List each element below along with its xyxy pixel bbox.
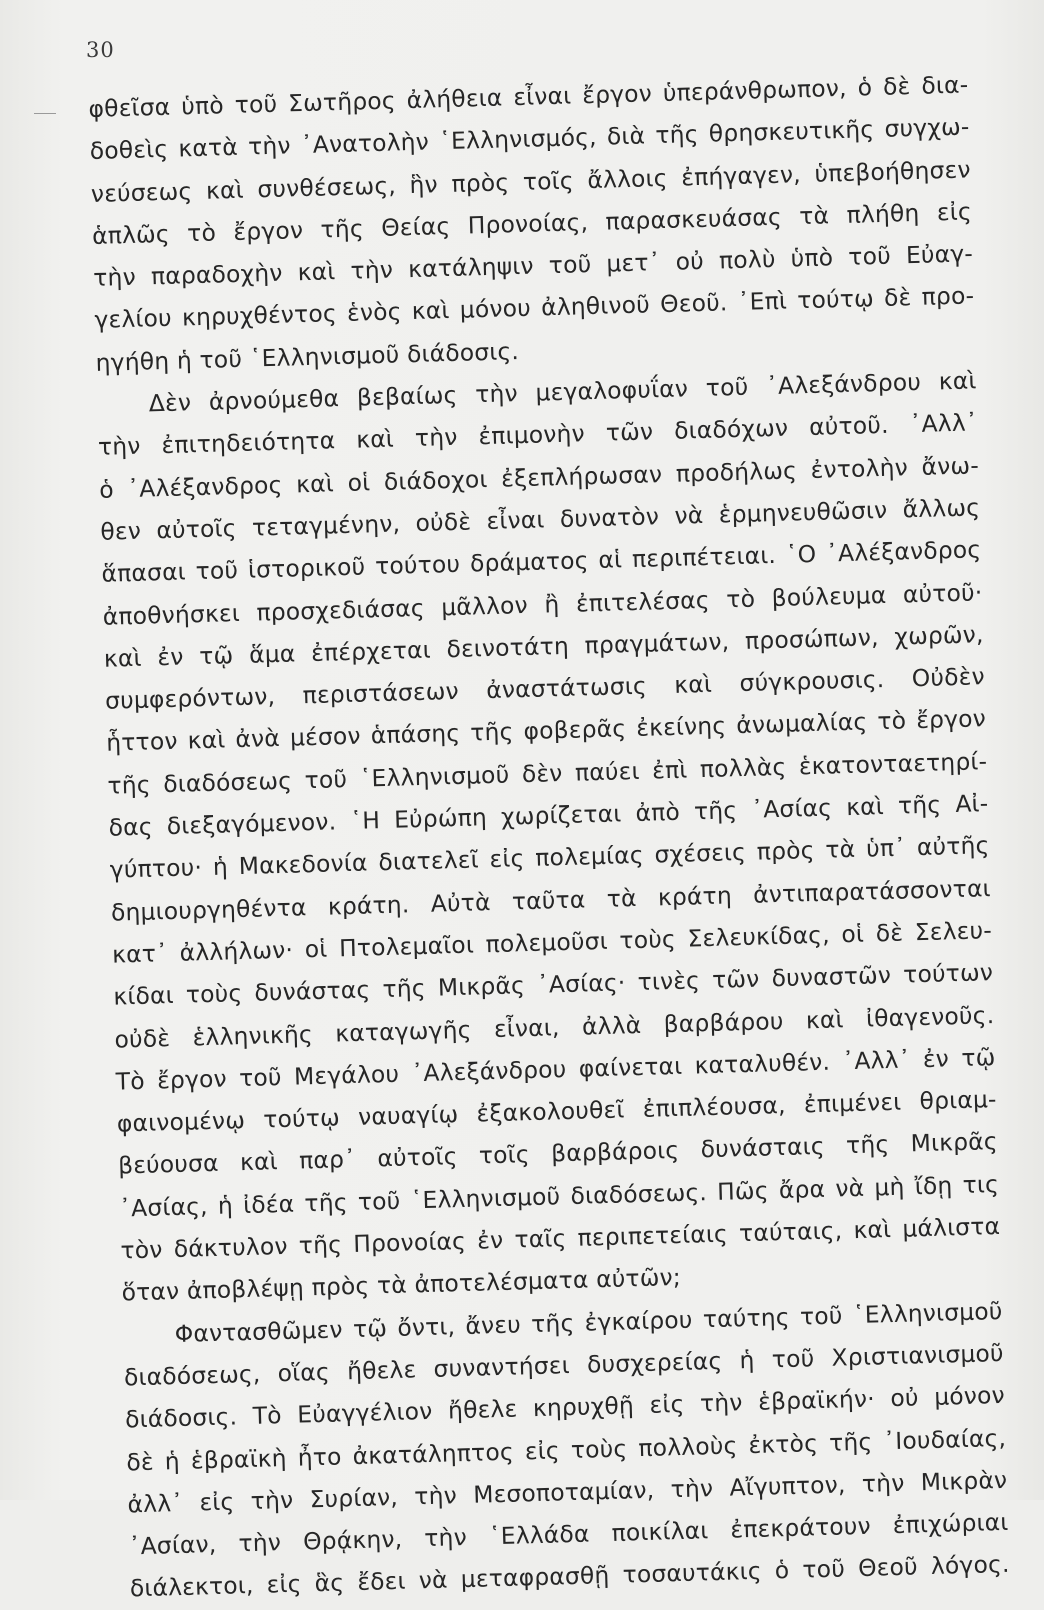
page-number: 30 [86, 38, 115, 62]
text-line: ᾿Ασίαν, τὴν Θρᾴκην, τὴν ῾Ελλάδα ποικίλαι ἐπεκράτουν ἐπιχώριαι [128, 1507, 1009, 1561]
text-line: δοθεὶς κατὰ τὴν ᾿Ανατολὴν ῾Ελληνισμός, διὰ τῆς θρησκευτικῆς συγχω- [89, 112, 970, 166]
text-line: γελίου κηρυχθέντος ἑνὸς καὶ μόνου ἀληθινοῦ Θεοῦ. ᾿Επὶ τούτῳ δὲ προ- [94, 281, 975, 335]
text-line: καὶ ἐν τῷ ἅμα ἐπέρχεται δεινοτάτη πραγμάτων, προσώπων, χωρῶν, [103, 620, 984, 673]
text-line: οὐδὲ ἑλληνικῆς καταγωγῆς εἶναι, ἀλλὰ βαρβάρου καὶ ἰθαγενοῦς. [114, 1000, 995, 1054]
text-line: Φαντασθῶμεν τῷ ὄντι, ἄνευ τῆς ἐγκαίρου ταύτης τοῦ ῾Ελληνισμοῦ [174, 1296, 1003, 1348]
text-line: φαινομένῳ τούτῳ ναυαγίῳ ἐξακολουθεῖ ἐπιπλέουσα, ἐπιμένει θριαμ- [116, 1085, 997, 1138]
text-line: διαδόσεως, οἵας ἤθελε συναντήσει δυσχερείας ἡ τοῦ Χριστιανισμοῦ [123, 1338, 1005, 1392]
text-line: τὴν ἐπιτηδειότητα καὶ τὴν ἐπιμονὴν τῶν διαδόχων αὐτοῦ. ᾿Αλλ᾿ [97, 408, 979, 462]
margin-mark [34, 113, 56, 114]
text-line: ἀλλ᾿ εἰς τὴν Συρίαν, τὴν Μεσοποταμίαν, τὴν Αἴγυπτον, τὴν Μικρὰν [127, 1465, 1008, 1519]
text-line: τῆς διαδόσεως τοῦ ῾Ελληνισμοῦ δὲν παύει ἐπὶ πολλὰς ἑκατονταετηρί- [107, 746, 988, 800]
text-line: δημιουργηθέντα κράτη. Αὐτὰ ταῦτα τὰ κράτη ἀντιπαρατάσσονται [110, 873, 992, 927]
text-line: διάδοσις. Τὸ Εὐαγγέλιον ἤθελε κηρυχθῇ εἰς τὴν ἑβραϊκήν· οὐ μόνον [124, 1381, 1006, 1434]
text-line: τὴν παραδοχὴν καὶ τὴν κατάληψιν τοῦ μετ᾿ οὐ πολὺ ὑπὸ τοῦ Εὐαγ- [92, 239, 974, 293]
text-line: ἧττον καὶ ἀνὰ μέσον ἁπάσης τῆς φοβερᾶς ἐκείνης ἀνωμαλίας τὸ ἔργον [105, 704, 987, 758]
text-line: τὸν δάκτυλον τῆς Προνοίας ἐν ταῖς περιπετείαις ταύταις, καὶ μάλιστα [120, 1211, 1001, 1265]
text-line: νεύσεως καὶ συνθέσεως, ἣν πρὸς τοῖς ἄλλοις ἐπήγαγεν, ὑπεβοήθησεν [90, 154, 971, 208]
text-line: Δὲν ἀρνούμεθα βεβαίως τὴν μεγαλοφυΐαν τοῦ ᾿Αλεξάνδρου καὶ [148, 366, 977, 418]
text-line: ὁ ᾿Αλέξανδρος καὶ οἱ διάδοχοι ἐξεπλήρωσαν προδήλως ἐντολὴν ἄνω- [98, 450, 980, 504]
text-line: ὅταν ἀποβλέψῃ πρὸς τὰ ἀποτελέσματα αὐτῶν; [121, 1263, 682, 1307]
text-line: ᾿Ασίας, ἡ ἰδέα τῆς τοῦ ῾Ελληνισμοῦ διαδόσεως. Πῶς ἄρα νὰ μὴ ἴδῃ τις [118, 1169, 1000, 1223]
text-line: βεύουσα καὶ παρ᾿ αὐτοῖς τοῖς βαρβάροις δυνάσταις τῆς Μικρᾶς [117, 1127, 999, 1180]
body-text [88, 63, 1010, 1610]
text-line: κίδαι τοὺς δυνάστας τῆς Μικρᾶς ᾿Ασίας· τινὲς τῶν δυναστῶν τούτων [112, 958, 994, 1011]
text-line: κατ᾿ ἀλλήλων· οἱ Πτολεμαῖοι πολεμοῦσι τοὺς Σελευκίδας, οἱ δὲ Σελευ- [111, 916, 993, 969]
text-line: δας διεξαγόμενον. ῾Η Εὐρώπη χωρίζεται ἀπὸ τῆς ᾿Ασίας καὶ τῆς Αἰ- [108, 789, 989, 842]
text-line: δὲ ἡ ἑβραϊκὴ ἦτο ἀκατάληπτος εἰς τοὺς πολλοὺς ἐκτὸς τῆς ᾿Ιουδαίας, [125, 1423, 1007, 1476]
text-line: θεν αὐτοῖς τεταγμένην, οὐδὲ εἶναι δυνατὸν νὰ ἑρμηνευθῶσιν ἄλλως [100, 493, 981, 546]
text-line: ἀποθνήσκει προσχεδιάσας μᾶλλον ἢ ἐπιτελέσας τὸ βούλευμα αὐτοῦ· [102, 577, 983, 631]
text-line: φθεῖσα ὑπὸ τοῦ Σωτῆρος ἀλήθεια εἶναι ἔργον ὑπεράνθρωπον, ὁ δὲ δια- [88, 70, 969, 123]
text-line: Τὸ ἔργον τοῦ Μεγάλου ᾿Αλεξάνδρου φαίνεται καταλυθέν. ᾿Αλλ᾿ ἐν τῷ [115, 1042, 996, 1096]
text-line: συμφερόντων, περιστάσεων ἀναστάτωσις καὶ σύγκρουσις. Οὐδὲν [104, 662, 986, 715]
text-line: διάλεκτοι, εἰς ἃς ἔδει νὰ μεταφρασθῇ τοσαυτάκις ὁ τοῦ Θεοῦ λόγος. [129, 1550, 1010, 1603]
text-line: ηγήθη ἡ τοῦ ῾Ελληνισμοῦ διάδοσις. [95, 336, 520, 377]
text-line: γύπτου· ἡ Μακεδονία διατελεῖ εἰς πολεμίας σχέσεις πρὸς τὰ ὑπ᾿ αὐτῆς [109, 831, 990, 885]
text-line: ἁπλῶς τὸ ἔργον τῆς Θείας Προνοίας, παρασκευάσας τὰ πλήθη εἰς [91, 197, 973, 250]
text-line: ἅπασαι τοῦ ἱστορικοῦ τούτου δράματος αἱ περιπέτειαι. ῾Ο ᾿Αλέξανδρος [101, 535, 982, 589]
